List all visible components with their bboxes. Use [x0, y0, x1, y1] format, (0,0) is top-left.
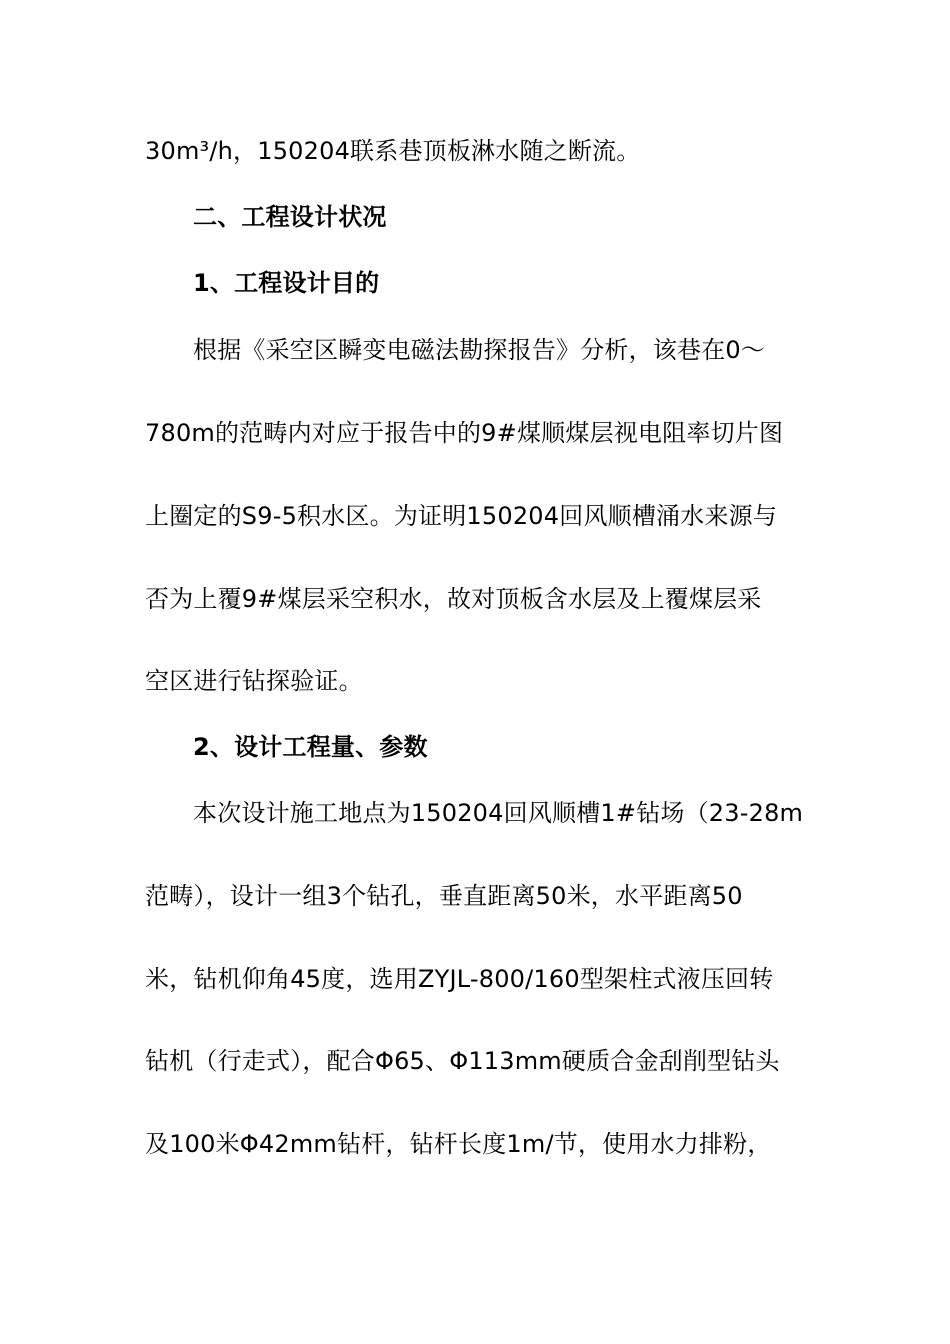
subsection-heading: 2、设计工程量、参数: [193, 733, 428, 761]
paragraph-line: 上圈定的S9-5积水区。为证明150204回风顺槽涌水来源与: [145, 502, 778, 530]
paragraph-line: 30m³/h，150204联系巷顶板淋水随之断流。: [145, 137, 641, 165]
paragraph-line: 钻机（行走式），配合Φ65、Φ113mm硬质合金刮削型钻头: [145, 1047, 780, 1075]
paragraph-line: 空区进行钻探验证。: [145, 667, 363, 695]
paragraph-line: 及100米Φ42mm钻杆，钻杆长度1m/节，使用水力排粉，: [145, 1130, 772, 1158]
subsection-heading: 1、工程设计目的: [193, 269, 380, 297]
paragraph-line: 根据《采空区瞬变电磁法勘探报告》分析，该巷在0～: [193, 336, 766, 364]
paragraph-line: 范畴），设计一组3个钻孔，垂直距离50米，水平距离50: [145, 882, 743, 910]
paragraph-line: 米，钻机仰角45度，选用ZYJL-800/160型架柱式液压回转: [145, 965, 774, 993]
paragraph-line: 否为上覆9#煤层采空积水，故对顶板含水层及上覆煤层采: [145, 585, 762, 613]
paragraph-line: 本次设计施工地点为150204回风顺槽1#钻场（23-28m: [193, 799, 804, 827]
paragraph-line: 780m的范畴内对应于报告中的9#煤顺煤层视电阻率切片图: [145, 419, 784, 447]
section-heading: 二、工程设计状况: [193, 203, 387, 231]
